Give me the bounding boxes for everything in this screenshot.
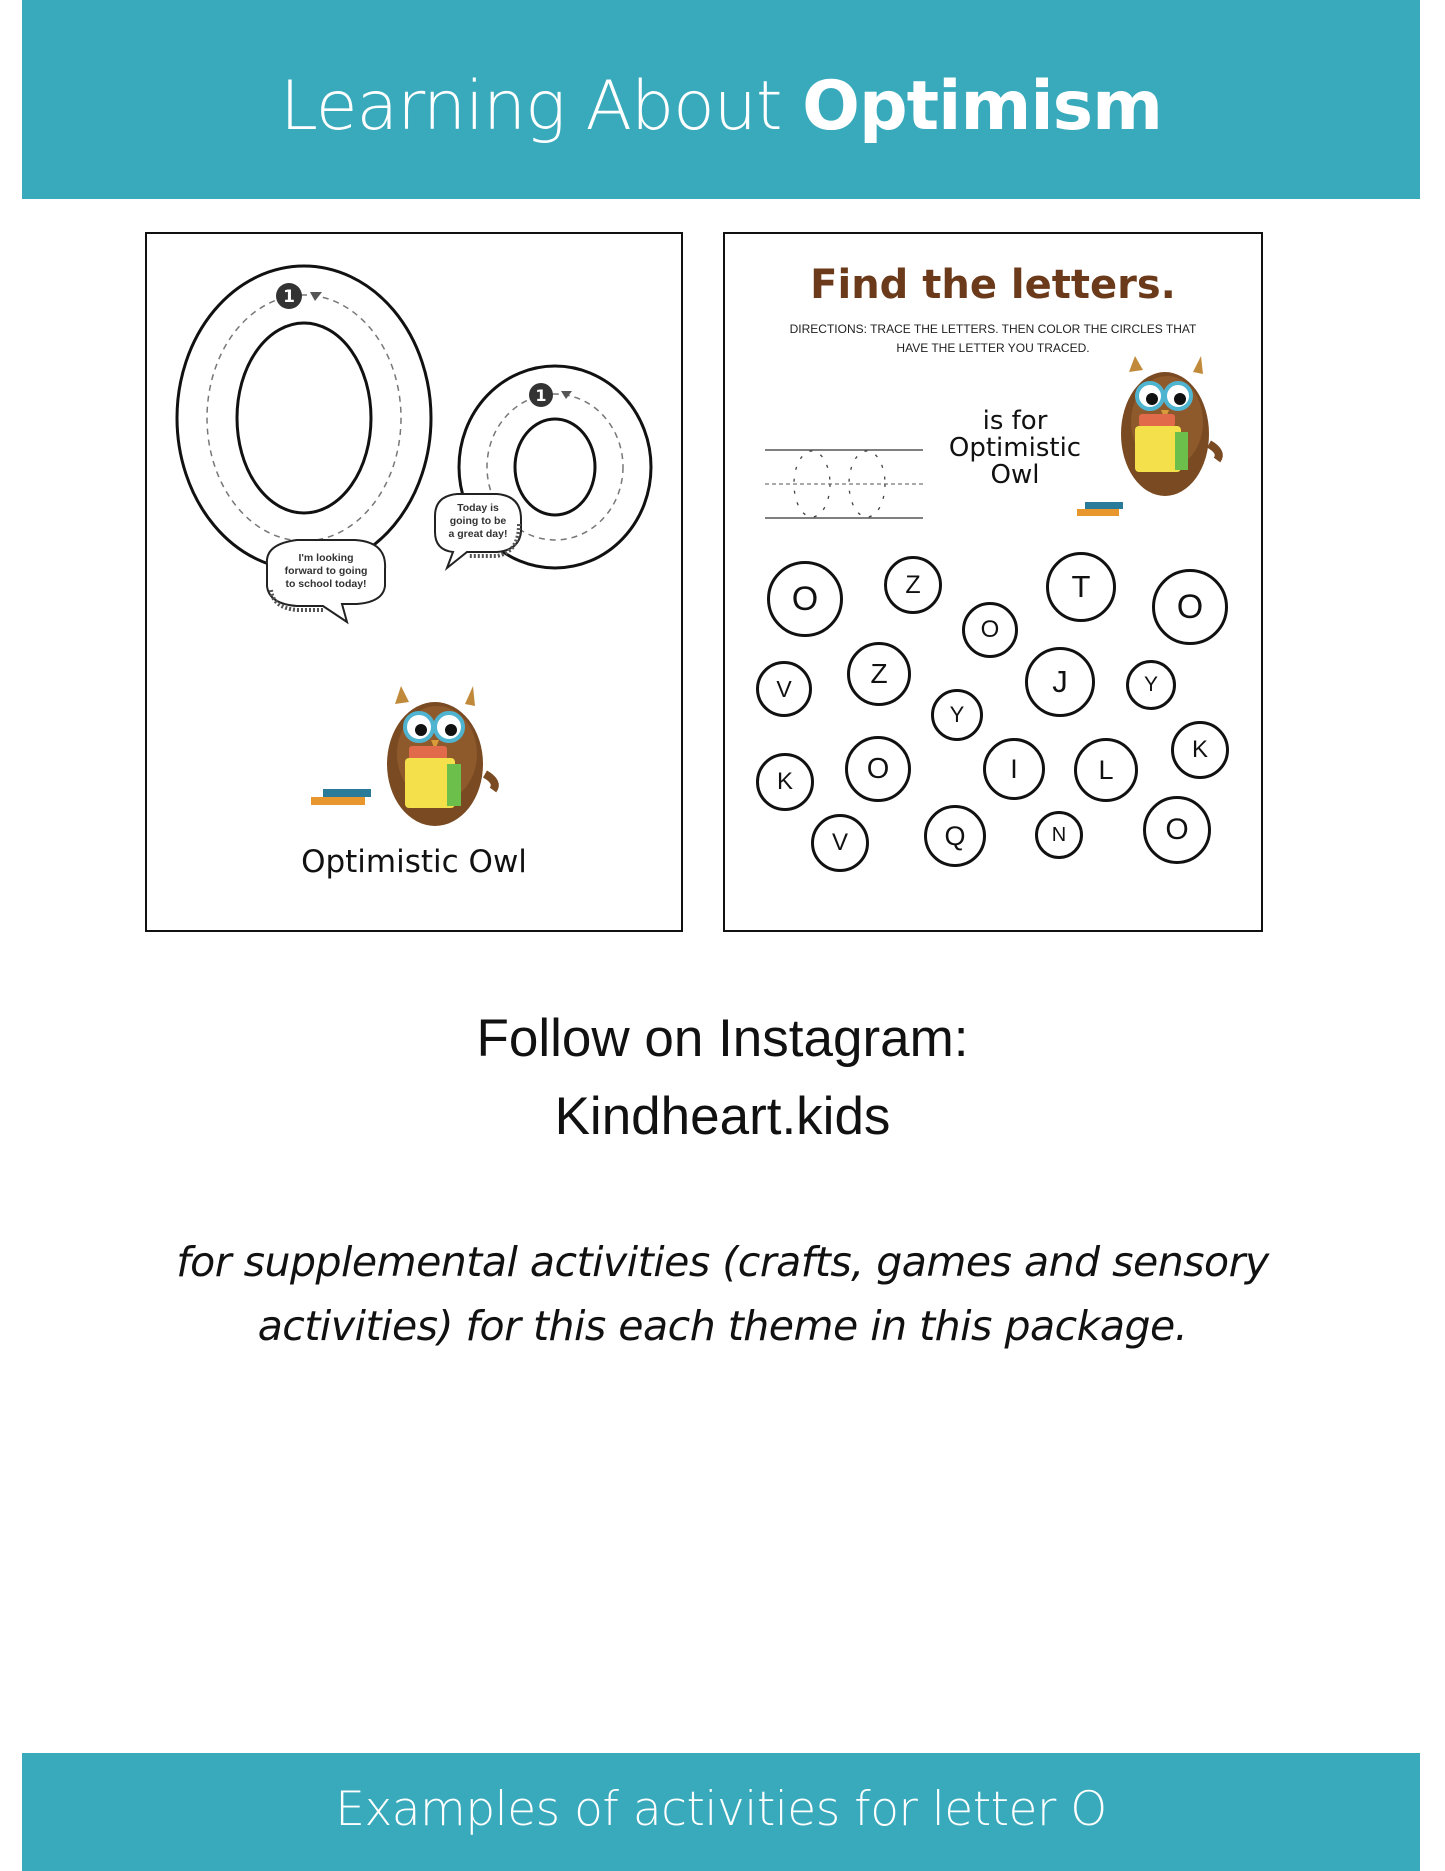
page-title [280,67,1162,146]
page-title-light: Learning About [280,67,803,146]
svg-text:1: 1 [283,287,295,307]
letter-circle[interactable]: N [1035,811,1083,859]
letter-circle[interactable]: O [1143,796,1211,864]
footer-caption: Examples of activities for letter O [335,1781,1107,1837]
books-stack-illustration [311,789,371,805]
supplement-description: for supplemental activities (crafts, games and sensory activities) for this each theme in this package. [176,1238,1269,1350]
letter-circle[interactable]: V [811,814,869,872]
letter-circle[interactable]: Z [884,556,942,614]
letter-circle[interactable]: Q [924,805,986,867]
start-arrow-icon [529,383,572,407]
books-stack-illustration [1077,502,1123,516]
handwriting-guide-lines [765,450,923,518]
speech-bubble-right-text: Today is going to be a great day! [448,502,508,540]
letter-tracing-worksheet [145,232,683,932]
letter-circle[interactable]: Y [1126,660,1176,710]
letter-circle[interactable]: O [767,561,843,637]
letter-circle[interactable]: Y [931,689,983,741]
letter-circle[interactable]: Z [847,642,911,706]
letter-circle[interactable]: T [1046,552,1116,622]
uppercase-o-outline [177,266,431,570]
speech-bubble-left-text: I'm looking forward to going to school today! [284,552,368,590]
character-name: Optimistic Owl [301,844,527,880]
letter-circle[interactable]: K [1171,721,1229,779]
find-letters-worksheet [723,232,1263,932]
letter-circle[interactable]: O [962,602,1018,658]
instagram-handle: Kindheart.kids [554,1087,891,1146]
letter-circle[interactable]: K [756,753,814,811]
start-arrow-icon [276,283,322,309]
letter-circle[interactable]: O [1152,569,1228,645]
is-for-caption: is for Optimistic Owl [948,406,1082,490]
instagram-follow-text [0,1000,1445,1156]
tracing-letters-graphic [147,234,681,930]
letter-circle[interactable]: J [1025,647,1095,717]
letter-circle[interactable]: L [1074,738,1138,802]
page-title-bold: Optimism [802,67,1162,146]
owl-with-backpack-illustration [387,686,495,826]
owl-with-backpack-illustration [1121,356,1219,496]
svg-text:1: 1 [535,386,547,405]
follow-line: Follow on Instagram: [476,1009,969,1068]
header-banner [22,0,1420,199]
worksheet-directions: DIRECTIONS: TRACE THE LETTERS. THEN COLOR THE CIRCLES THAT HAVE THE LETTER YOU TRACED. [789,322,1197,355]
letter-circle[interactable]: O [845,736,911,802]
worksheet-title: Find the letters. [810,262,1176,308]
footer-banner [22,1753,1420,1871]
letter-circle[interactable]: V [756,661,812,717]
letter-circle[interactable]: I [983,738,1045,800]
